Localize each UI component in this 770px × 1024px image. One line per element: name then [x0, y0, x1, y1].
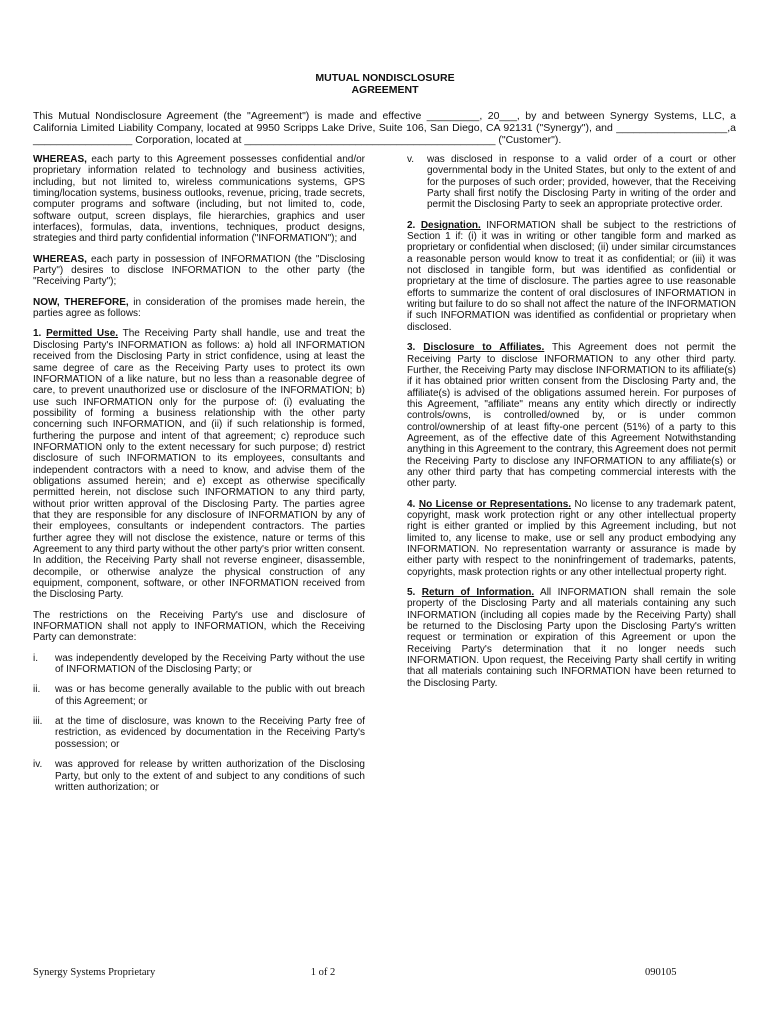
exception-item-ii	[33, 684, 365, 707]
section-4-no-license	[407, 499, 736, 578]
exception-item-iii	[33, 716, 365, 750]
section-number: 5.	[407, 587, 416, 599]
section-heading: Permitted Use.	[46, 328, 119, 340]
section-text: INFORMATION shall be subject to the restrictions of Section 1 if: (i) it was in writing or other tangible form and marked as proprietary or confidential when disclosed; (ii) under similar circumstances a reasonable person would know to treat it as confidential; or (iii) it was not disclosed in tangible form, but was identified as confidential or proprietary at the time of disclosure. The parties agree to use reasonable efforts to summarize the content of oral disclosures of INFORMATION in writing but failure to do so shall not affect the nature of the INFORMATION if such INFORMATION was identified as confidential or proprietary when disclosed.	[407, 219, 737, 333]
whereas-text: each party in possession of INFORMATION (the "Disclosing Party") desires to disclose INFORMATION to the other party (the "Receiving Party");	[33, 253, 365, 288]
document-title	[0, 72, 770, 96]
section-number: 1.	[33, 328, 42, 340]
section-heading: Return of Information.	[421, 587, 535, 599]
item-text: was approved for release by written authorization of the Disclosing Party, but only to the extent of and subject to any conditions of such written authorization; or	[55, 759, 365, 793]
now-therefore-paragraph	[33, 297, 365, 320]
section-5-return-of-information	[407, 587, 736, 689]
item-text: was disclosed in response to a valid order of a court or other governmental body in the United States, but only to the extent of and for the purposes of such order; provided, however, that the Receiving Party shall first notify the Disclosing Party in writing of the order and permit the Disclosing Party to seek an appropriate protective order.	[427, 154, 736, 211]
section-number: 4.	[407, 498, 416, 510]
exception-item-iv	[33, 759, 365, 793]
section-text: This Agreement does not permit the Receiving Party to disclose INFORMATION to any other third party. Further, the Receiving Party may disclose INFORMATION to its affiliate(s) if it has obtained prior written consent from the Disclosing Party and, the affiliate(s) is advised of the obligations assumed herein. For purposes of this Agreement, "affiliate" means any entity which directly or indirectly controls/owns, is controlled/owned by, or is under common control/ownership of at least fifty-one percent (51%) of a party to this Agreement, as of the effective date of this Agreement Notwithstanding anything in this Agreement to the contrary, this Agreement does not permit the Receiving Party to disclose any INFORMATION to any affiliate(s) or any other third party that has competing commercial interests with the other party.	[407, 342, 737, 490]
section-text: The Receiving Party shall handle, use and treat the Disclosing Party's INFORMATION as follows: a) hold all INFORMATION received from the Disclosing Party in strict confidence, using at least the same degree of care as the Receiving Party uses to protect its own INFORMATION of a like nature, but no less than a reasonable degree of care, to prevent unauthorized use or disclosure of the INFORMATION; b) use such INFORMATION only for the purpose of: (i) evaluating the possibility of forming a business relationship with the other party concerning such INFORMATION, and (ii) if such relationship is formed, furthering the purpose and intent of that agreement; c) reproduce such INFORMATION only to the extent necessary for such purpose; d) restrict disclosure of such INFORMATION to its employees, consultants and independent contractors with a need to know, and advise them of the obligations assumed herein; and e) except as otherwise specifically permitted herein, not disclose such INFORMATION to any third party, without prior written approval of the Disclosing Party. The parties agree that they are responsible for any disclosure of INFORMATION by any of their employees, consultants or independent contractors. The parties further agree they will not disclose the existence, nature or terms of this Agreement to any third party without the other party's prior written consent. In addition, the Receiving Party shall not reverse engineer, disassemble, decompile, or otherwise analyze the physical construction of any equipment, component, software, or other INFORMATION received from the Disclosing Party.	[33, 328, 366, 601]
item-number: ii.	[33, 684, 41, 696]
restrictions-paragraph: The restrictions on the Receiving Party's use and disclosure of INFORMATION shall not apply to INFORMATION, which the Receiving Party can demonstrate:	[33, 609, 365, 644]
right-column	[407, 154, 736, 698]
footer-proprietary-label: Synergy Systems Proprietary	[33, 967, 156, 978]
section-number: 2.	[407, 219, 416, 231]
footer-page-number: 1 of 2	[310, 967, 336, 978]
item-text: was independently developed by the Receiving Party without the use of INFORMATION of the Disclosing Party; or	[55, 652, 365, 676]
item-number: v.	[407, 154, 415, 165]
item-text: at the time of disclosure, was known to the Receiving Party free of restriction, as evidenced by documentation in the Receiving Party's possession; or	[55, 716, 365, 750]
section-2-designation	[407, 220, 736, 333]
whereas-paragraph-2	[33, 254, 365, 288]
whereas-lead: WHEREAS,	[33, 253, 87, 265]
section-3-disclosure-to-affiliates	[407, 342, 736, 489]
title-line-1: MUTUAL NONDISCLOSURE	[315, 72, 455, 84]
item-number: iii.	[33, 716, 43, 728]
title-line-2: AGREEMENT	[351, 84, 419, 96]
item-number: iv.	[33, 759, 43, 771]
section-text: All INFORMATION shall remain the sole property of the Disclosing Party and all materials containing any such INFORMATION (including all copies made by the Receiving Party) shall be returned to the Disclosing Party upon the Disclosing Party's written request or termination or expiration of this Agreement or upon the Receiving Party's determination that it no longer needs such INFORMATION. Upon request, the Receiving Party shall certify in writing that all materials containing such INFORMATION have been returned to the Disclosing Party.	[407, 587, 736, 689]
section-text: No license to any trademark patent, copyright, mask work protection right or any other intellectual property right is either granted or implied by this Agreement including, but not limited to, any license to make, use or sell any product embodying any INFORMATION. No representation warranty or assurance is made by either party with respect to the noninfringement of trademarks, patents, copyrights, mask protection rights or any other intellectual property right.	[407, 498, 736, 578]
now-therefore-lead: NOW, THEREFORE,	[33, 296, 129, 308]
intro-paragraph: This Mutual Nondisclosure Agreement (the "Agreement") is made and effective _________, 20___, by and between Synergy Systems, LLC, a California Limited Liability Company, located at 9950 Scripps Lake Drive, Suite 106, San Diego, CA 92131 ("Synergy"), and ___________________,a _________________ Corporation, located at ___________________________________________ ("Customer").	[33, 110, 736, 147]
whereas-paragraph-1	[33, 154, 365, 245]
footer-document-code: 090105	[645, 967, 677, 978]
section-heading: Disclosure to Affiliates.	[423, 342, 545, 354]
section-heading: No License or Representations.	[418, 498, 572, 510]
exception-item-v	[407, 154, 736, 211]
now-therefore-text: in consideration of the promises made herein, the parties agree as follows:	[33, 296, 365, 320]
whereas-text: each party to this Agreement possesses confidential and/or proprietary information related to technology and business activities, including, but not limited to, wireless communications systems, GPS timing/location systems, business outlooks, revenue, pricing, trade secrets, computer programs and software (including, but not limited to, code, software output, screen displays, file hierarchies, graphics and user interfaces), formulas, data, inventions, techniques, product designs, strategies and third party confidential information ("INFORMATION"); and	[33, 154, 365, 245]
exception-item-i	[33, 653, 365, 676]
item-text: was or has become generally available to the public with out breach of this Agreement; or	[55, 684, 365, 707]
item-number: i.	[33, 652, 38, 664]
section-1-permitted-use	[33, 328, 365, 600]
section-heading: Designation.	[420, 219, 481, 231]
section-number: 3.	[407, 342, 416, 354]
whereas-lead: WHEREAS,	[33, 154, 87, 165]
left-column	[33, 154, 365, 802]
